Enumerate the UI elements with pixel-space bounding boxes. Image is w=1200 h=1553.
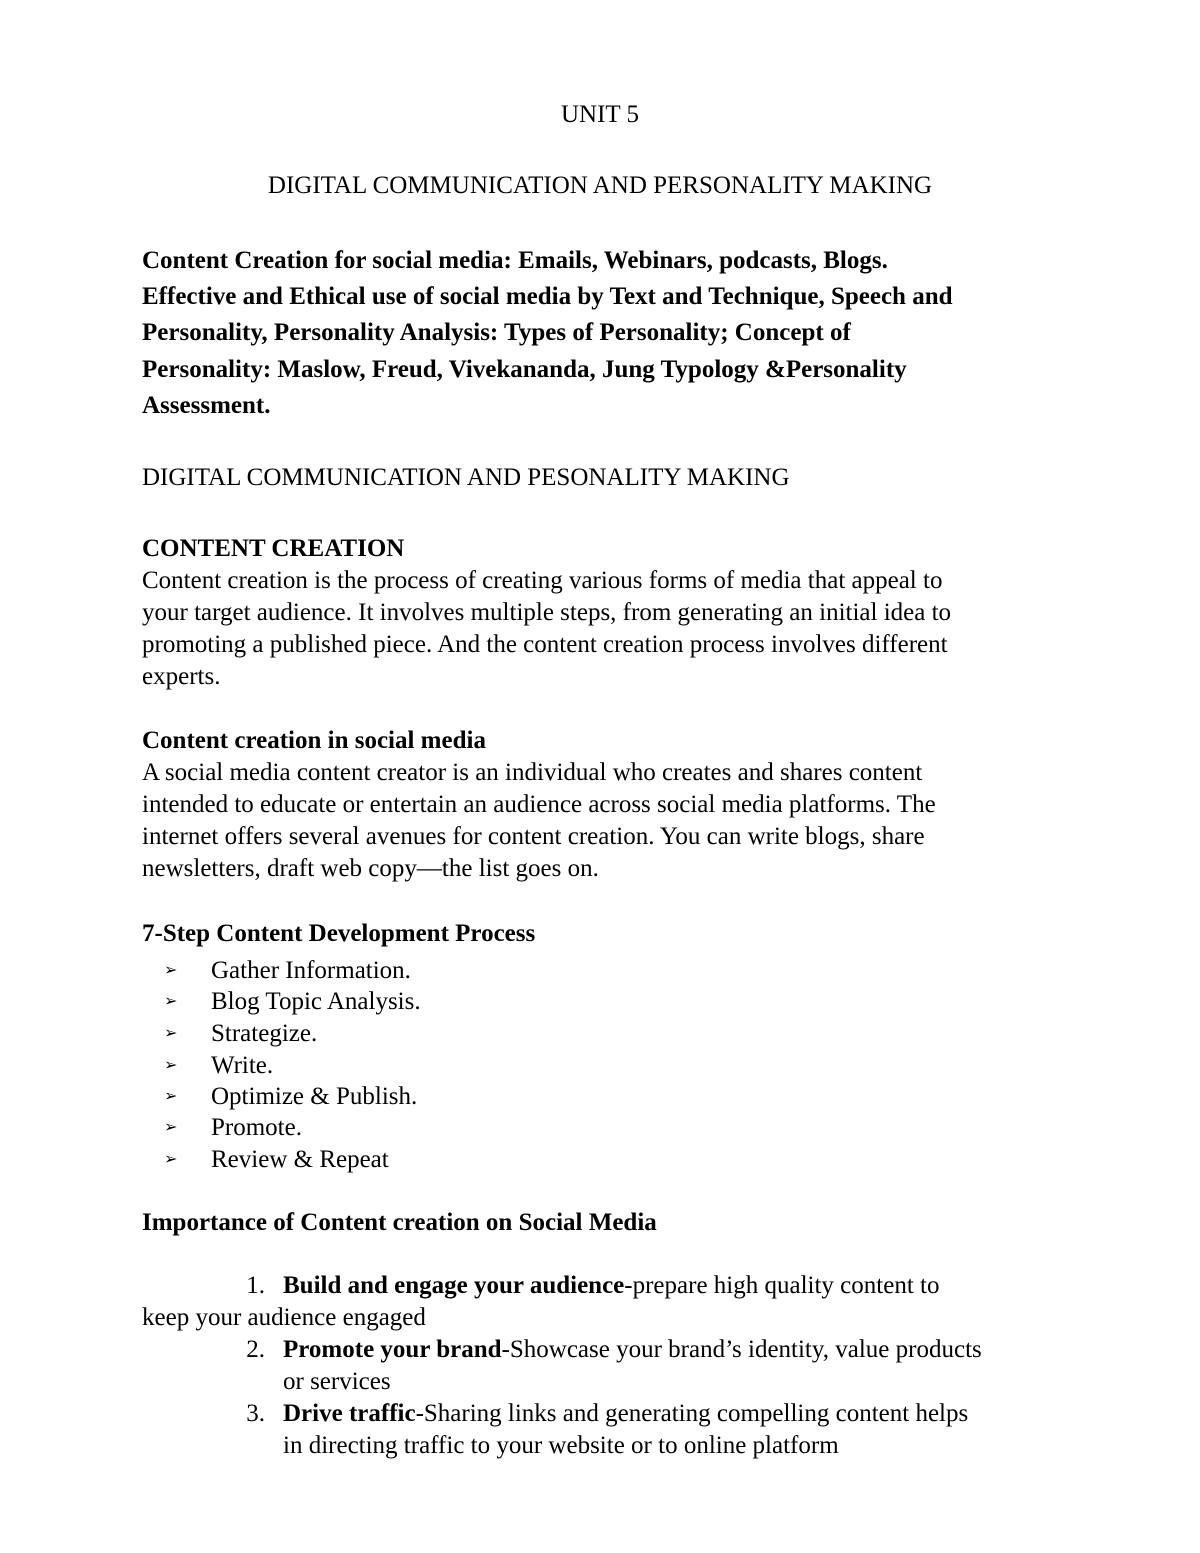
- paragraph-line: your target audience. It involves multiple steps, from generating an initial idea to: [142, 599, 952, 626]
- syllabus-line: Assessment.: [142, 392, 271, 419]
- list-number: 3.: [246, 1400, 265, 1427]
- arrow-bullet-icon: ➢: [164, 1057, 178, 1074]
- list-item-continuation: in directing traffic to your website or to online platform: [283, 1432, 839, 1459]
- syllabus-line: Personality, Personality Analysis: Types of Personality; Concept of: [142, 319, 851, 346]
- list-item-text: Promote.: [211, 1114, 302, 1141]
- unit-title: UNIT 5: [560, 101, 639, 128]
- section-heading: 7-Step Content Development Process: [142, 920, 536, 947]
- list-item-text: [283, 1334, 982, 1366]
- paragraph-line: internet offers several avenues for content creation. You can write blogs, share: [142, 823, 925, 850]
- paragraph-line: experts.: [142, 663, 221, 690]
- list-item-text: Review & Repeat: [211, 1146, 389, 1173]
- list-number: 2.: [246, 1336, 265, 1363]
- arrow-bullet-icon: ➢: [164, 1119, 178, 1136]
- list-item-rest: -Sharing links and generating compelling content helps: [415, 1400, 969, 1427]
- list-item-text: [283, 1398, 968, 1430]
- section-heading: CONTENT CREATION: [142, 535, 405, 562]
- list-item-bold: Drive traffic: [283, 1400, 416, 1427]
- list-item-text: Optimize & Publish.: [211, 1083, 418, 1110]
- list-item-text: Blog Topic Analysis.: [211, 988, 421, 1015]
- list-item-text: Write.: [211, 1052, 274, 1079]
- syllabus-line: Effective and Ethical use of social media by Text and Technique, Speech and: [142, 283, 953, 310]
- syllabus-line: Content Creation for social media: Emails, Webinars, podcasts, Blogs.: [142, 247, 888, 274]
- paragraph-line: A social media content creator is an individual who creates and shares content: [142, 759, 923, 786]
- list-number: 1.: [246, 1272, 265, 1299]
- main-title: DIGITAL COMMUNICATION AND PERSONALITY MAKING: [267, 172, 933, 199]
- list-item-continuation: keep your audience engaged: [142, 1304, 426, 1331]
- list-item-text: Strategize.: [211, 1020, 318, 1047]
- arrow-bullet-icon: ➢: [164, 1088, 178, 1105]
- list-item-bold: Build and engage your audience: [283, 1272, 625, 1299]
- list-item-text: [283, 1270, 939, 1302]
- paragraph-line: promoting a published piece. And the content creation process involves different: [142, 631, 948, 658]
- paragraph-line: newsletters, draft web copy—the list goes on.: [142, 855, 599, 882]
- paragraph-line: intended to educate or entertain an audience across social media platforms. The: [142, 791, 936, 818]
- list-item-text: Gather Information.: [211, 957, 411, 984]
- arrow-bullet-icon: ➢: [164, 993, 178, 1010]
- list-item-bold: Promote your brand: [283, 1336, 502, 1363]
- section-heading: Importance of Content creation on Social Media: [142, 1209, 657, 1236]
- section-heading: Content creation in social media: [142, 727, 486, 754]
- list-item-continuation: or services: [283, 1368, 391, 1395]
- arrow-bullet-icon: ➢: [164, 1025, 178, 1042]
- arrow-bullet-icon: ➢: [164, 1151, 178, 1168]
- list-item-rest: -prepare high quality content to: [624, 1272, 940, 1299]
- paragraph-line: Content creation is the process of creating various forms of media that appeal to: [142, 567, 943, 594]
- arrow-bullet-icon: ➢: [164, 962, 178, 979]
- section-title: DIGITAL COMMUNICATION AND PESONALITY MAKING: [142, 464, 790, 491]
- syllabus-line: Personality: Maslow, Freud, Vivekananda, Jung Typology &Personality: [142, 356, 907, 383]
- list-item-rest: -Showcase your brand’s identity, value products: [501, 1336, 982, 1363]
